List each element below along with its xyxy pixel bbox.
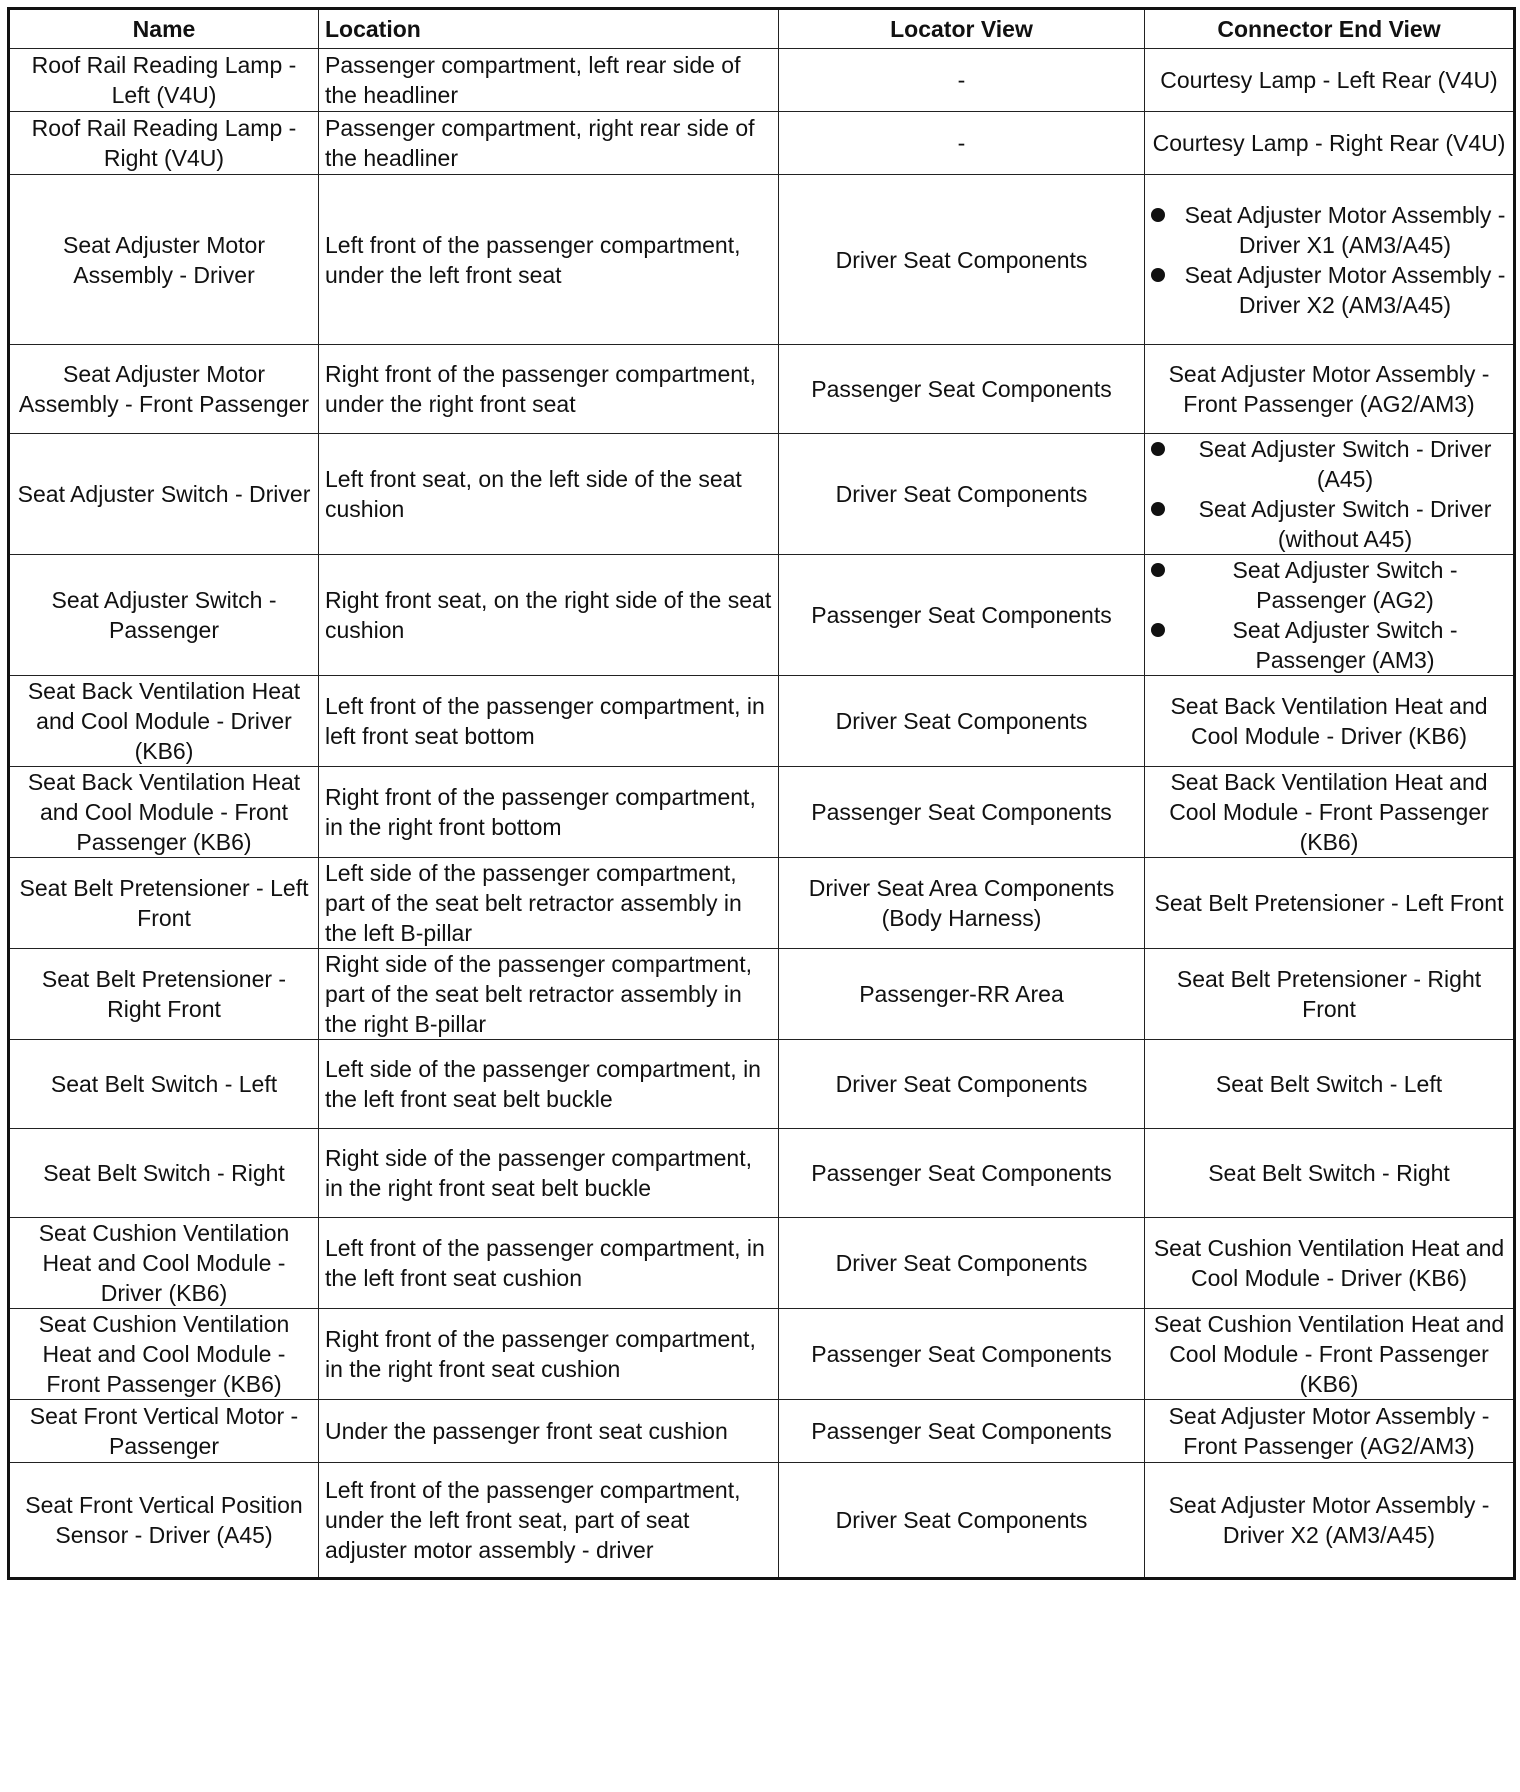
- table-row: [9, 1400, 1515, 1463]
- table-row: [9, 49, 1515, 112]
- cell-location: Left front of the passenger compartment, in the left front seat cushion: [319, 1218, 779, 1309]
- cell-connector-end-view: [1145, 1218, 1515, 1309]
- table-header-row: [9, 9, 1515, 49]
- table-row: [9, 949, 1515, 1040]
- cell-connector-end-view: [1145, 555, 1515, 676]
- cell-locator-view: Driver Seat Components: [779, 1463, 1145, 1579]
- cell-locator-view: Passenger Seat Components: [779, 555, 1145, 676]
- cell-location: Right side of the passenger compartment, in the right front seat belt buckle: [319, 1129, 779, 1218]
- cell-location: Left side of the passenger compartment, in the left front seat belt buckle: [319, 1040, 779, 1129]
- cell-name: Seat Adjuster Switch - Driver: [9, 434, 319, 555]
- connector-bullet-list: [1151, 200, 1507, 320]
- cell-connector-end-view: [1145, 112, 1515, 175]
- connector-text: Courtesy Lamp - Left Rear (V4U): [1160, 67, 1498, 93]
- cell-locator-view: Passenger Seat Components: [779, 1400, 1145, 1463]
- cell-location: Left front of the passenger compartment, under the left front seat, part of seat adjuster motor assembly - driver: [319, 1463, 779, 1579]
- cell-locator-view: Driver Seat Components: [779, 1040, 1145, 1129]
- connector-bullet-text: Seat Adjuster Switch - Passenger (AG2): [1232, 557, 1458, 613]
- connector-bullet-text: Seat Adjuster Switch - Driver (without A45): [1198, 496, 1492, 552]
- connector-text: Seat Belt Switch - Right: [1208, 1160, 1450, 1186]
- connector-text: Seat Belt Pretensioner - Left Front: [1154, 890, 1504, 916]
- cell-location: Left front of the passenger compartment, in left front seat bottom: [319, 676, 779, 767]
- cell-location: Right side of the passenger compartment, part of the seat belt retractor assembly in the right B-pillar: [319, 949, 779, 1040]
- cell-name: Seat Adjuster Motor Assembly - Front Passenger: [9, 345, 319, 434]
- component-locator-table: [7, 7, 1516, 1580]
- cell-name: Seat Belt Switch - Right: [9, 1129, 319, 1218]
- cell-locator-view: Driver Seat Components: [779, 175, 1145, 345]
- connector-bullet-text: Seat Adjuster Motor Assembly - Driver X2 (AM3/A45): [1184, 261, 1506, 318]
- cell-connector-end-view: [1145, 1129, 1515, 1218]
- table-row: [9, 1463, 1515, 1579]
- header-location: Location: [319, 9, 779, 49]
- cell-name: Seat Cushion Ventilation Heat and Cool Module - Front Passenger (KB6): [9, 1309, 319, 1400]
- connector-text: Seat Adjuster Motor Assembly - Driver X2 (AM3/A45): [1168, 1492, 1490, 1548]
- cell-name: Seat Adjuster Switch - Passenger: [9, 555, 319, 676]
- cell-locator-view: -: [779, 112, 1145, 175]
- cell-connector-end-view: [1145, 345, 1515, 434]
- connector-bullet-text: Seat Adjuster Switch - Passenger (AM3): [1232, 617, 1458, 673]
- connector-text: Seat Back Ventilation Heat and Cool Module - Front Passenger (KB6): [1169, 769, 1489, 855]
- cell-locator-view: Driver Seat Area Components (Body Harness): [779, 858, 1145, 949]
- connector-text: Seat Belt Switch - Left: [1215, 1071, 1443, 1097]
- cell-location: Under the passenger front seat cushion: [319, 1400, 779, 1463]
- bullet-icon: [1151, 268, 1165, 282]
- header-locator-view: Locator View: [779, 9, 1145, 49]
- bullet-icon: [1151, 208, 1165, 222]
- table-row: [9, 555, 1515, 676]
- bullet-icon: [1151, 623, 1165, 637]
- cell-name: Seat Adjuster Motor Assembly - Driver: [9, 175, 319, 345]
- table-body: [9, 49, 1515, 1579]
- connector-bullet-list: [1151, 434, 1507, 554]
- cell-locator-view: Driver Seat Components: [779, 1218, 1145, 1309]
- cell-connector-end-view: [1145, 434, 1515, 555]
- cell-connector-end-view: [1145, 949, 1515, 1040]
- cell-connector-end-view: [1145, 676, 1515, 767]
- cell-name: Seat Belt Pretensioner - Left Front: [9, 858, 319, 949]
- cell-name: Seat Front Vertical Motor - Passenger: [9, 1400, 319, 1463]
- cell-locator-view: Passenger Seat Components: [779, 767, 1145, 858]
- table-row: [9, 858, 1515, 949]
- cell-name: Seat Belt Switch - Left: [9, 1040, 319, 1129]
- cell-name: Seat Belt Pretensioner - Right Front: [9, 949, 319, 1040]
- connector-text: Seat Adjuster Motor Assembly - Front Passenger (AG2/AM3): [1168, 1403, 1490, 1459]
- cell-location: Left side of the passenger compartment, part of the seat belt retractor assembly in the left B-pillar: [319, 858, 779, 949]
- cell-connector-end-view: [1145, 1309, 1515, 1400]
- connector-text: Seat Cushion Ventilation Heat and Cool Module - Front Passenger (KB6): [1153, 1311, 1505, 1397]
- bullet-icon: [1151, 563, 1165, 577]
- table-row: [9, 434, 1515, 555]
- cell-locator-view: Passenger Seat Components: [779, 1129, 1145, 1218]
- cell-connector-end-view: [1145, 175, 1515, 345]
- bullet-icon: [1151, 502, 1165, 516]
- connector-bullet-item: [1151, 555, 1507, 615]
- table-row: [9, 345, 1515, 434]
- cell-locator-view: Passenger-RR Area: [779, 949, 1145, 1040]
- table-row: [9, 767, 1515, 858]
- cell-location: Right front seat, on the right side of the seat cushion: [319, 555, 779, 676]
- cell-locator-view: Passenger Seat Components: [779, 1309, 1145, 1400]
- table-row: [9, 1040, 1515, 1129]
- cell-name: Roof Rail Reading Lamp - Right (V4U): [9, 112, 319, 175]
- connector-bullet-list: [1151, 555, 1507, 675]
- cell-location: Right front of the passenger compartment, under the right front seat: [319, 345, 779, 434]
- cell-connector-end-view: [1145, 1400, 1515, 1463]
- table-row: [9, 1129, 1515, 1218]
- connector-bullet-item: [1151, 434, 1507, 494]
- connector-bullet-text: Seat Adjuster Switch - Driver (A45): [1198, 436, 1492, 492]
- connector-text: Seat Belt Pretensioner - Right Front: [1176, 966, 1482, 1022]
- cell-name: Roof Rail Reading Lamp - Left (V4U): [9, 49, 319, 112]
- connector-bullet-item: [1151, 615, 1507, 675]
- cell-location: Passenger compartment, right rear side of the headliner: [319, 112, 779, 175]
- cell-name: Seat Back Ventilation Heat and Cool Module - Front Passenger (KB6): [9, 767, 319, 858]
- cell-connector-end-view: [1145, 767, 1515, 858]
- cell-connector-end-view: [1145, 49, 1515, 112]
- connector-bullet-text: Seat Adjuster Motor Assembly - Driver X1 (AM3/A45): [1184, 201, 1506, 258]
- table-row: [9, 112, 1515, 175]
- cell-name: Seat Front Vertical Position Sensor - Driver (A45): [9, 1463, 319, 1579]
- cell-connector-end-view: [1145, 858, 1515, 949]
- cell-connector-end-view: [1145, 1040, 1515, 1129]
- bullet-icon: [1151, 442, 1165, 456]
- cell-name: Seat Cushion Ventilation Heat and Cool Module - Driver (KB6): [9, 1218, 319, 1309]
- connector-bullet-item: [1151, 260, 1507, 320]
- cell-connector-end-view: [1145, 1463, 1515, 1579]
- cell-locator-view: Driver Seat Components: [779, 434, 1145, 555]
- table-row: [9, 1309, 1515, 1400]
- cell-location: Passenger compartment, left rear side of the headliner: [319, 49, 779, 112]
- connector-text: Seat Cushion Ventilation Heat and Cool Module - Driver (KB6): [1153, 1235, 1505, 1291]
- cell-name: Seat Back Ventilation Heat and Cool Module - Driver (KB6): [9, 676, 319, 767]
- connector-text: Courtesy Lamp - Right Rear (V4U): [1152, 130, 1506, 156]
- table-row: [9, 175, 1515, 345]
- connector-text: Seat Back Ventilation Heat and Cool Module - Driver (KB6): [1170, 693, 1488, 749]
- connector-bullet-item: [1151, 200, 1507, 260]
- cell-locator-view: -: [779, 49, 1145, 112]
- connector-text: Seat Adjuster Motor Assembly - Front Passenger (AG2/AM3): [1168, 361, 1490, 417]
- cell-locator-view: Passenger Seat Components: [779, 345, 1145, 434]
- cell-location: Right front of the passenger compartment, in the right front bottom: [319, 767, 779, 858]
- cell-location: Left front seat, on the left side of the seat cushion: [319, 434, 779, 555]
- cell-location: Left front of the passenger compartment, under the left front seat: [319, 175, 779, 345]
- table-row: [9, 676, 1515, 767]
- cell-locator-view: Driver Seat Components: [779, 676, 1145, 767]
- header-name: Name: [9, 9, 319, 49]
- table-row: [9, 1218, 1515, 1309]
- cell-location: Right front of the passenger compartment, in the right front seat cushion: [319, 1309, 779, 1400]
- connector-bullet-item: [1151, 494, 1507, 554]
- header-connector-end-view: Connector End View: [1145, 9, 1515, 49]
